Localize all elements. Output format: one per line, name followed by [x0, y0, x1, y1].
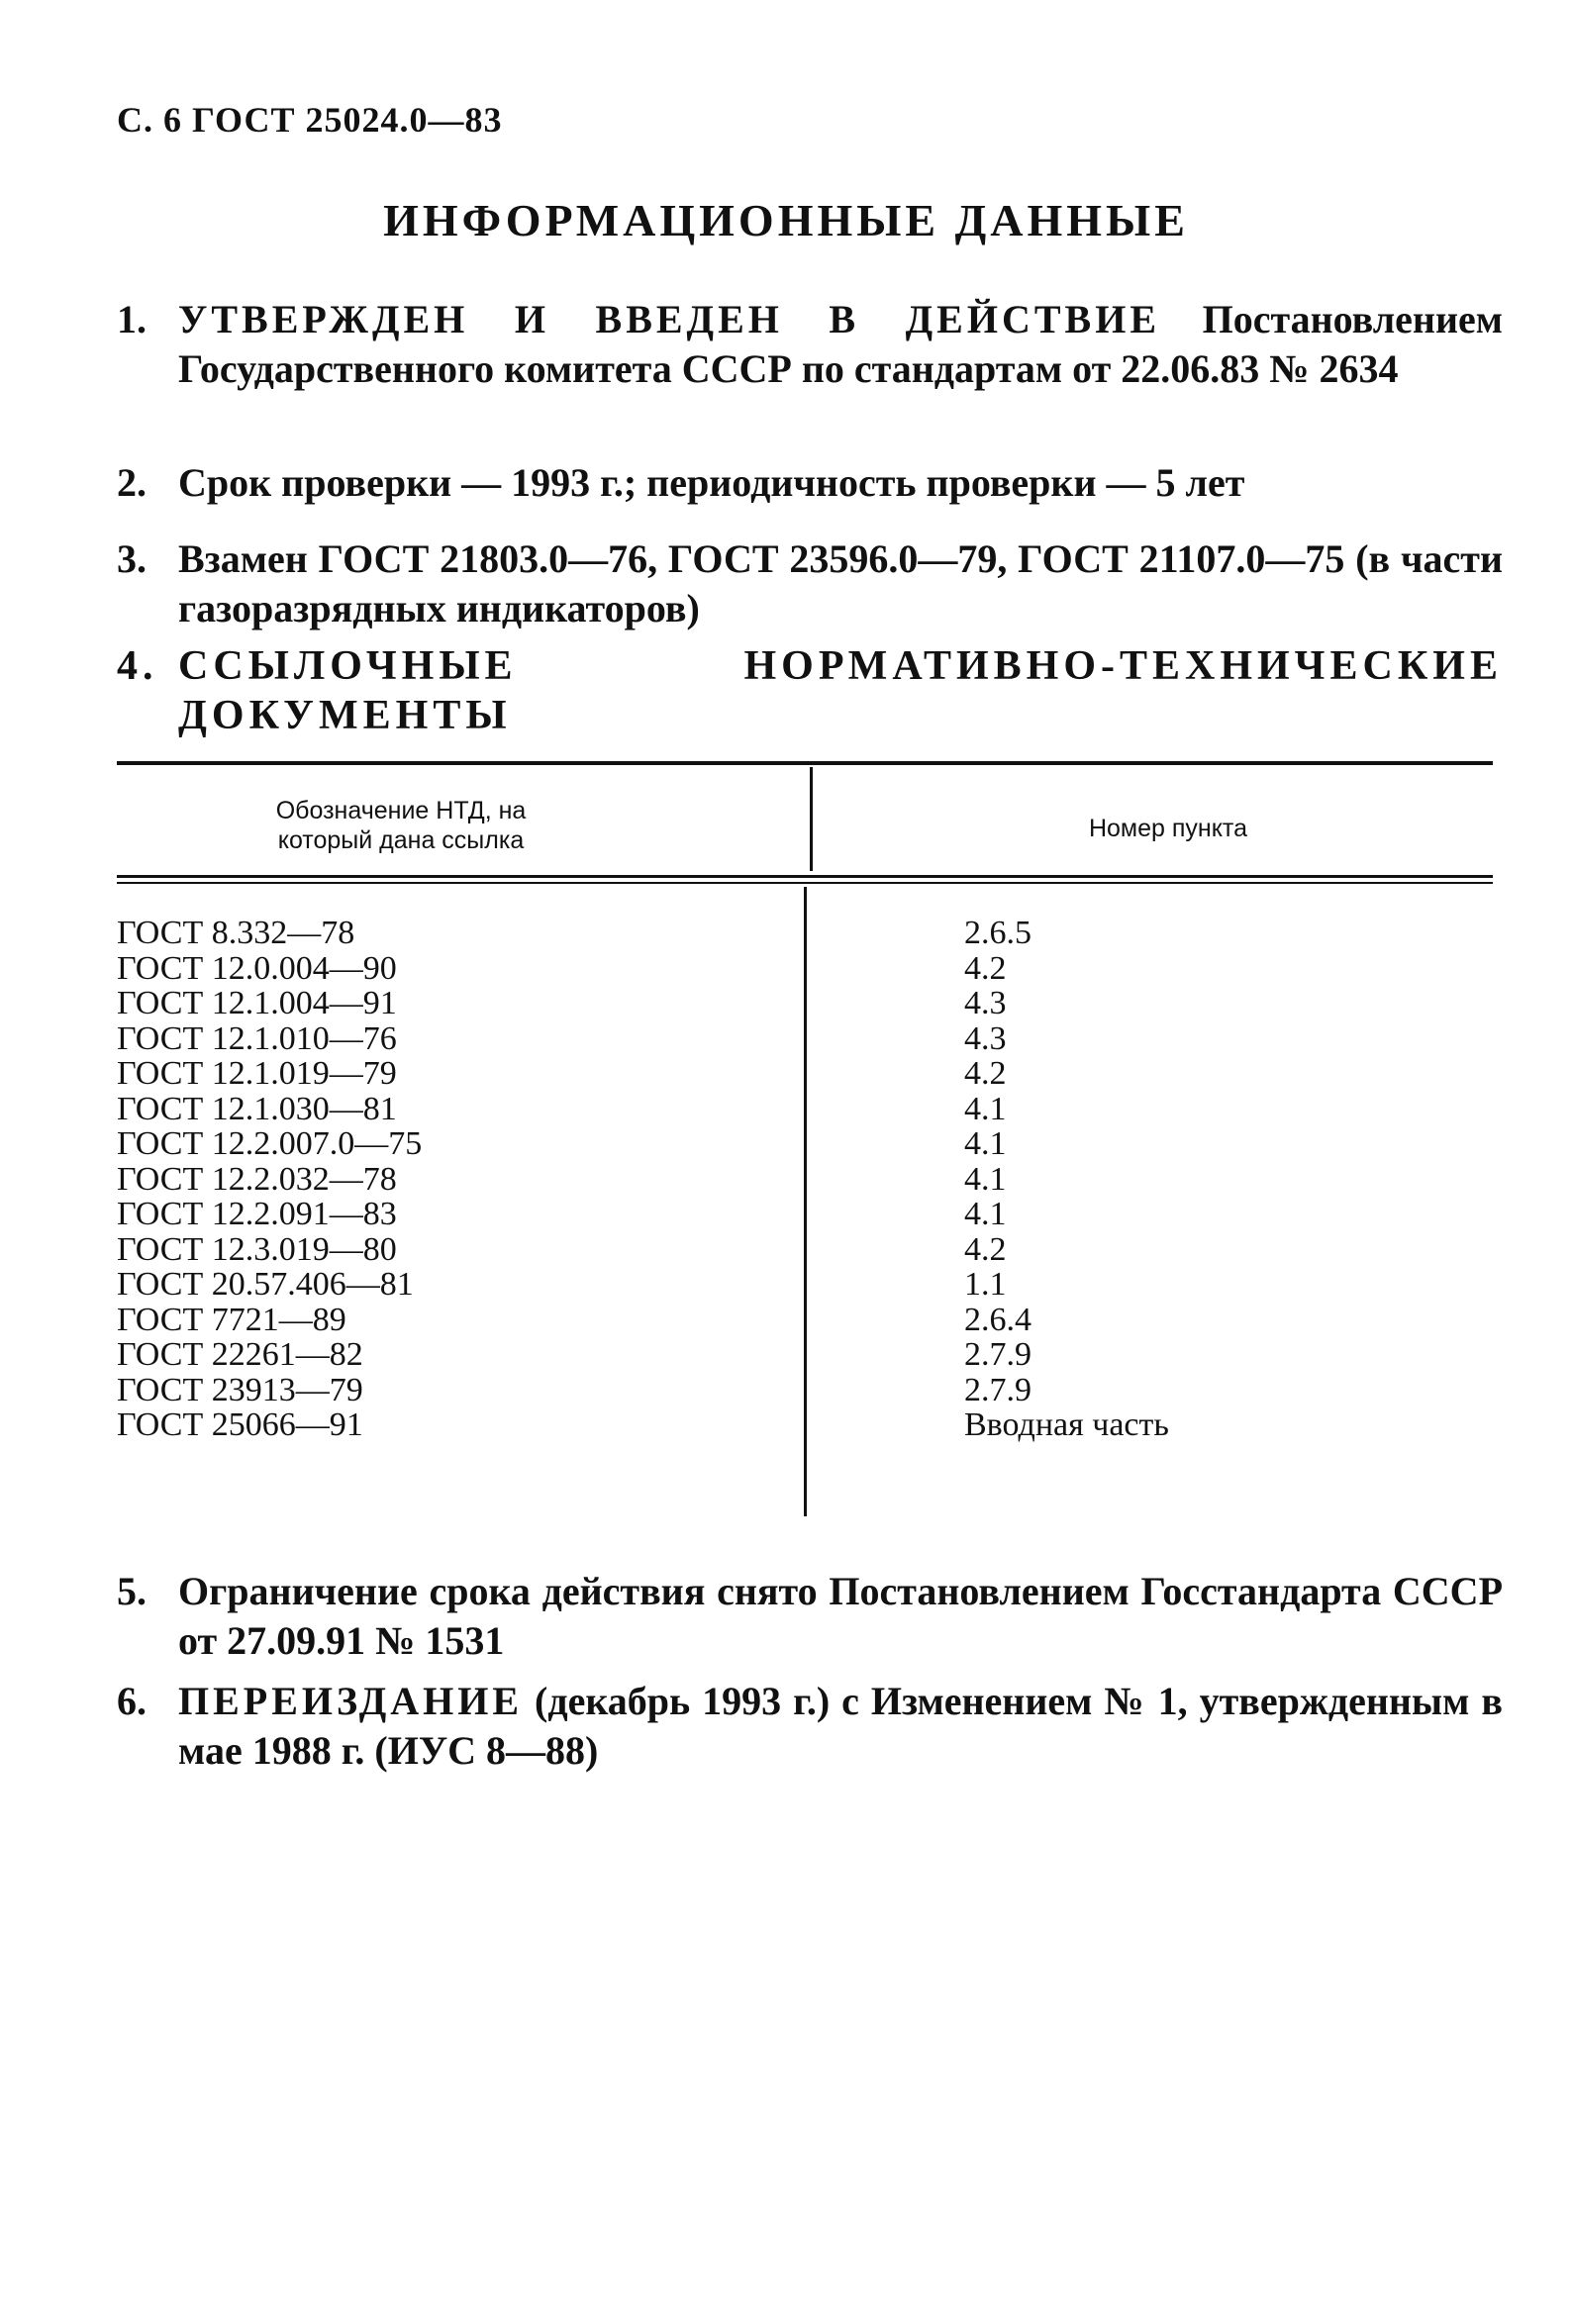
- clause-cell: 2.6.5: [964, 915, 1032, 951]
- document-cell: ГОСТ 8.332—78: [117, 915, 355, 951]
- table-header-rule: [117, 875, 1493, 878]
- table-row: [117, 1407, 1483, 1443]
- info-item-6: [117, 1677, 1503, 1776]
- clause-cell: 2.6.4: [964, 1301, 1032, 1338]
- table-row: [117, 1056, 1483, 1092]
- clause-cell: 4.1: [964, 1160, 1007, 1198]
- item-number: 2.: [117, 460, 147, 505]
- document-cell: ГОСТ 12.2.007.0—75: [117, 1125, 423, 1162]
- item-text: (декабрь 1993 г.) с Изменением № 1, утвержденным в мае 1988 г. (ИУС 8—88): [178, 1679, 1504, 1773]
- document-cell: ГОСТ 12.2.091—83: [117, 1196, 397, 1232]
- table-row: [117, 1092, 1483, 1127]
- clause-cell: 4.2: [964, 1230, 1007, 1268]
- clause-cell: 2.7.9: [964, 1336, 1032, 1373]
- document-cell: ГОСТ 12.1.030—81: [117, 1090, 397, 1127]
- document-cell: ГОСТ 12.2.032—78: [117, 1160, 397, 1198]
- item-text: Постановлением Государственного комитета СССР по стандартам от 22.06.83 № 2634: [178, 297, 1504, 391]
- item-body: [178, 295, 1503, 394]
- document-cell: ГОСТ 20.57.406—81: [117, 1266, 414, 1303]
- document-cell: ГОСТ 22261—82: [117, 1336, 363, 1373]
- document-cell: ГОСТ 12.0.004—90: [117, 949, 397, 987]
- clause-cell: Вводная часть: [964, 1406, 1169, 1443]
- document-cell: ГОСТ 7721—89: [117, 1301, 346, 1338]
- table-header-rule-second: [117, 882, 1493, 884]
- table-row: [117, 1373, 1483, 1408]
- clause-cell: 4.2: [964, 1055, 1007, 1092]
- clause-cell: 1.1: [964, 1266, 1007, 1303]
- page-title: ИНФОРМАЦИОННЫЕ ДАННЫЕ: [383, 195, 1189, 245]
- item-body: [178, 1677, 1503, 1776]
- table-row: [117, 951, 1483, 987]
- item-number: 4.: [117, 643, 158, 689]
- clause-cell: 4.1: [964, 1090, 1007, 1127]
- document-cell: ГОСТ 12.1.019—79: [117, 1055, 397, 1092]
- item-number: 5.: [117, 1569, 147, 1613]
- clause-cell: 4.1: [964, 1196, 1007, 1232]
- item-number: 1.: [117, 297, 147, 341]
- table-row: [117, 1267, 1483, 1303]
- info-item-3: [117, 534, 1503, 633]
- table-row: [117, 1021, 1483, 1057]
- info-item-5: [117, 1567, 1503, 1666]
- table-row: [117, 1232, 1483, 1268]
- clause-cell: 4.3: [964, 1019, 1007, 1057]
- reference-list: [117, 916, 1483, 1443]
- document-cell: ГОСТ 23913—79: [117, 1371, 363, 1408]
- info-item-4: [117, 641, 1503, 740]
- item-text: Срок проверки — 1993 г.; периодичность проверки — 5 лет: [178, 460, 1245, 505]
- running-head: С. 6 ГОСТ 25024.0—83: [117, 100, 503, 140]
- table-row: [117, 1303, 1483, 1338]
- document-cell: ГОСТ 12.3.019—80: [117, 1230, 397, 1268]
- item-lead: УТВЕРЖДЕН И ВВЕДЕН В ДЕЙСТВИЕ: [178, 297, 1161, 341]
- document-cell: ГОСТ 12.1.010—76: [117, 1019, 397, 1057]
- document-cell: ГОСТ 12.1.004—91: [117, 985, 397, 1021]
- clause-cell: 2.7.9: [964, 1371, 1032, 1408]
- item-number: 3.: [117, 536, 147, 581]
- clause-cell: 4.2: [964, 949, 1007, 987]
- table-row: [117, 1197, 1483, 1232]
- table-header-document: Обозначение НТД, на который дана ссылка: [275, 797, 527, 854]
- item-text: Ограничение срока действия снято Постановлением Госстандарта СССР от 27.09.91 № 1531: [178, 1569, 1503, 1663]
- table-header-clause: Номер пункта: [1088, 815, 1248, 842]
- table-top-rule: [117, 761, 1493, 765]
- item-number: 6.: [117, 1679, 147, 1723]
- table-column-divider: [810, 767, 813, 871]
- info-item-2: [117, 458, 1503, 508]
- item-text: Взамен ГОСТ 21803.0—76, ГОСТ 23596.0—79, ГОСТ 21107.0—75 (в части газоразрядных индикаторов): [178, 536, 1503, 630]
- table-row: [117, 1337, 1483, 1373]
- table-row: [117, 1126, 1483, 1162]
- clause-cell: 4.3: [964, 985, 1007, 1021]
- item-text: ССЫЛОЧНЫЕ НОРМАТИВНО-ТЕХНИЧЕСКИЕ ДОКУМЕНТЫ: [178, 643, 1503, 738]
- table-row: [117, 986, 1483, 1021]
- table-row: [117, 1162, 1483, 1198]
- clause-cell: 4.1: [964, 1125, 1007, 1162]
- table-row: [117, 916, 1483, 951]
- item-lead: ПЕРЕИЗДАНИЕ: [178, 1679, 524, 1723]
- document-cell: ГОСТ 25066—91: [117, 1406, 363, 1443]
- info-item-1: [117, 295, 1503, 394]
